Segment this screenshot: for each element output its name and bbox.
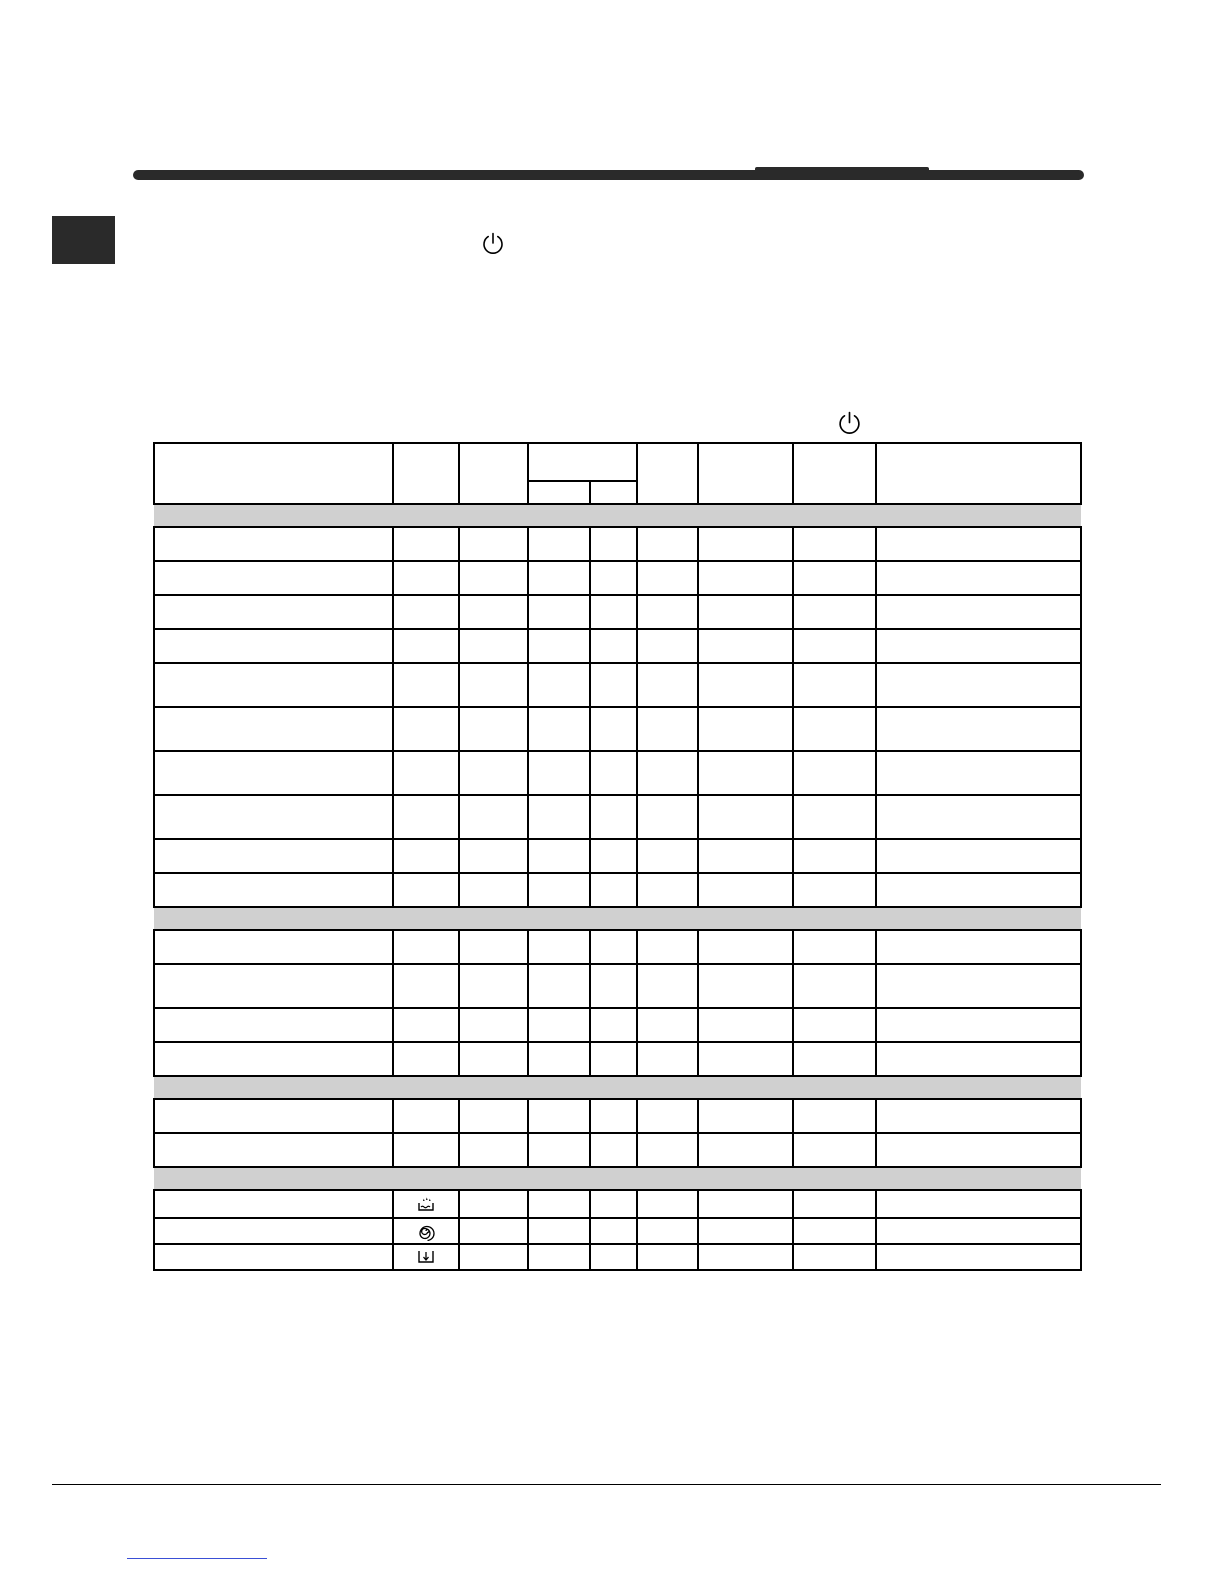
programmes-table	[153, 442, 1082, 1271]
table-row	[154, 839, 1081, 873]
section-band	[154, 1076, 1081, 1099]
table-row	[154, 595, 1081, 629]
footer-rule	[52, 1484, 1161, 1485]
table-header-row	[154, 443, 1081, 481]
table-row	[154, 1099, 1081, 1133]
language-tab	[52, 216, 115, 264]
table-row	[154, 1008, 1081, 1042]
table-row-spin	[154, 1218, 1081, 1244]
table-row	[154, 527, 1081, 561]
drain-icon	[416, 1247, 436, 1267]
table-row	[154, 663, 1081, 707]
table-row	[154, 964, 1081, 1008]
header-cell-symbol	[393, 443, 459, 504]
table-row	[154, 795, 1081, 839]
power-icon	[837, 410, 862, 435]
header-cell-programme	[154, 443, 393, 504]
section-band	[154, 504, 1081, 527]
header-cell-detergent-prewash	[528, 481, 590, 504]
footer-link-underline[interactable]	[127, 1558, 267, 1559]
table-row-rinse	[154, 1190, 1081, 1218]
rinse-icon	[416, 1194, 436, 1214]
table-row-drain	[154, 1244, 1081, 1270]
header-cell-residual-humidity	[793, 443, 876, 504]
header-cell-softener	[637, 443, 698, 504]
power-icon	[481, 231, 505, 255]
section-band	[154, 1167, 1081, 1190]
header-cell-detergent-group	[528, 443, 637, 481]
table-row	[154, 1133, 1081, 1167]
header-cell-temperature	[459, 443, 528, 504]
table-row	[154, 873, 1081, 907]
spin-icon	[416, 1221, 436, 1241]
header-cell-load	[698, 443, 793, 504]
header-cell-cycle-duration	[876, 443, 1081, 504]
header-cell-detergent-wash	[590, 481, 637, 504]
table-row	[154, 707, 1081, 751]
table-row	[154, 1042, 1081, 1076]
header-bar	[133, 170, 1084, 180]
table-row	[154, 930, 1081, 964]
table-row	[154, 561, 1081, 595]
section-band	[154, 907, 1081, 930]
table-row	[154, 629, 1081, 663]
table-row	[154, 751, 1081, 795]
